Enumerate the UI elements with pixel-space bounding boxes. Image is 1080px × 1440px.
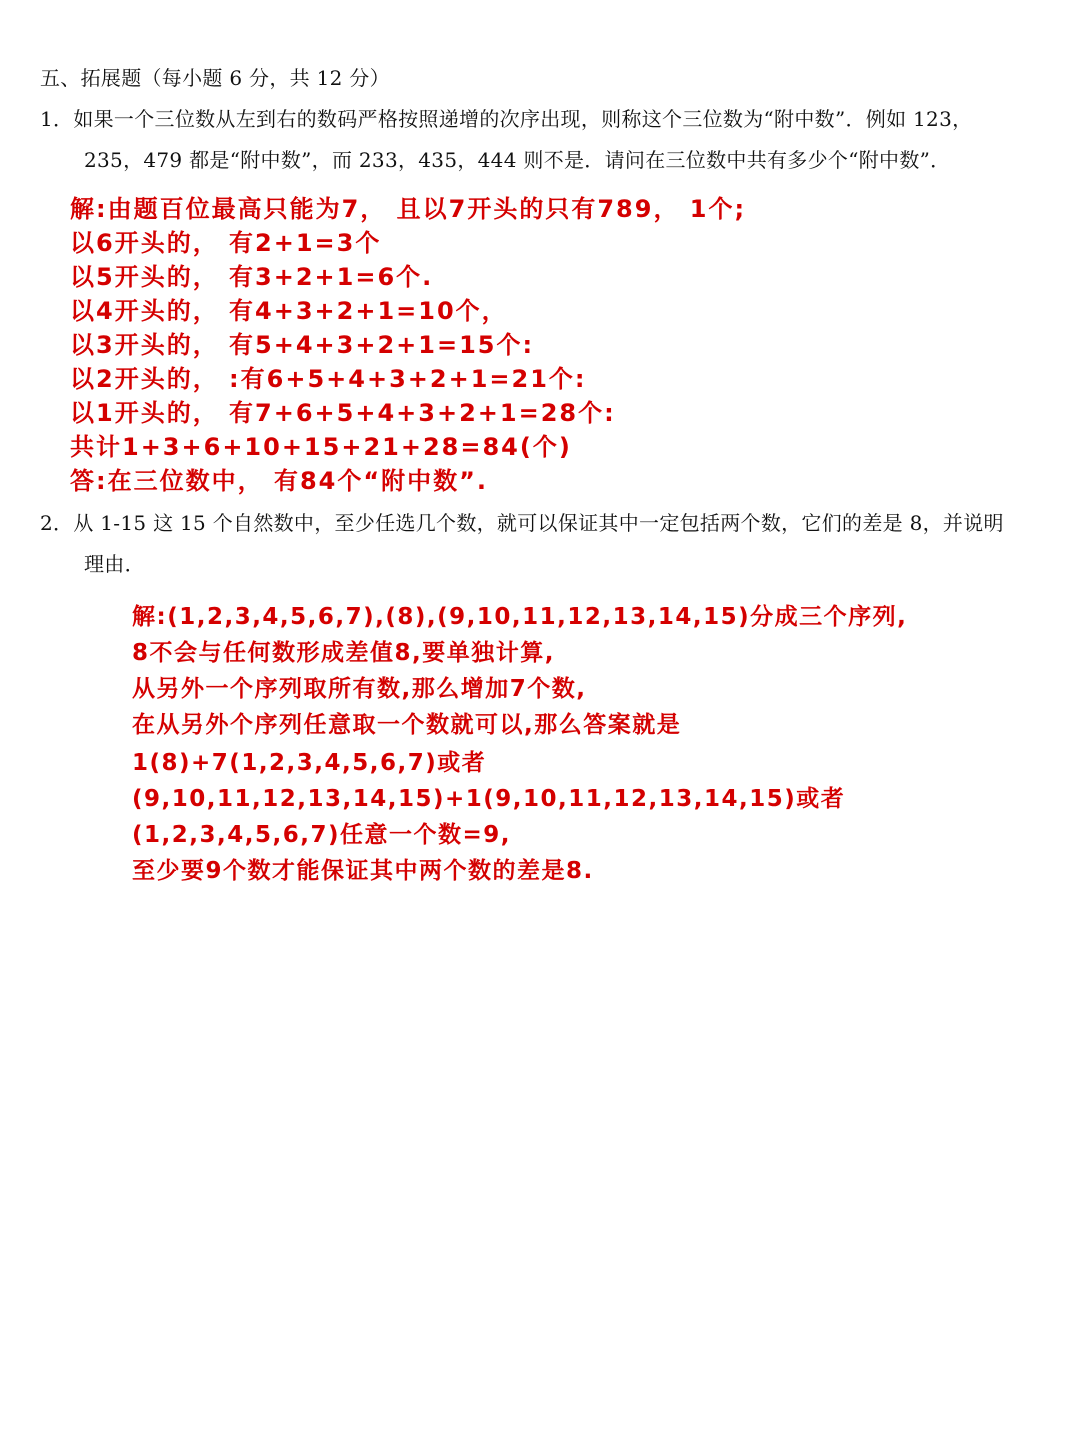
answer-1-line: 以4开头的， 有4+3+2+1=10个，	[70, 297, 508, 325]
section-title: 五、拓展题（每小题 6 分，共 12 分）	[40, 66, 390, 90]
answer-1-line: 答:在三位数中， 有84个“附中数”.	[70, 467, 489, 495]
answer-1-line: 以1开头的， 有7+6+5+4+3+2+1=28个:	[70, 399, 616, 427]
answer-2-line: (9,10,11,12,13,14,15)+1(9,10,11,12,13,14,15)或者	[132, 786, 846, 812]
answer-1-line: 解:由题百位最高只能为7， 且以7开头的只有789， 1个;	[70, 195, 747, 223]
answer-1-line: 以2开头的， :有6+5+4+3+2+1=21个:	[70, 365, 587, 393]
answer-1-line: 以6开头的， 有2+1=3个	[70, 229, 382, 257]
question-1-line-2: 235，479 都是“附中数”，而 233，435，444 则不是．请问在三位数中共有多少个“附中数”．	[84, 148, 951, 172]
answer-2-line: 至少要9个数才能保证其中两个数的差是8.	[132, 858, 594, 884]
answer-2-line: 在从另外个序列任意取一个数就可以,那么答案就是	[132, 712, 682, 738]
answer-2-line: 8不会与任何数形成差值8,要单独计算,	[132, 640, 555, 666]
question-2-line-2: 理由．	[84, 552, 145, 576]
answer-2-line: 解:(1,2,3,4,5,6,7),(8),(9,10,11,12,13,14,15)分成三个序列,	[132, 604, 908, 630]
answer-1-line: 共计1+3+6+10+15+21+28=84(个)	[70, 433, 572, 461]
answer-2-line: 1(8)+7(1,2,3,4,5,6,7)或者	[132, 750, 487, 776]
answer-2-line: (1,2,3,4,5,6,7)任意一个数=9,	[132, 822, 511, 848]
question-1-line-1: 1．如果一个三位数从左到右的数码严格按照递增的次序出现，则称这个三位数为“附中数”．例如 123，	[40, 107, 973, 131]
answer-2-line: 从另外一个序列取所有数,那么增加7个数,	[132, 676, 587, 702]
question-2-line-1: 2．从 1-15 这 15 个自然数中，至少任选几个数，就可以保证其中一定包括两个数，它们的差是 8，并说明	[40, 511, 1004, 535]
answer-1-line: 以5开头的， 有3+2+1=6个.	[70, 263, 434, 291]
answer-1-line: 以3开头的， 有5+4+3+2+1=15个:	[70, 331, 535, 359]
